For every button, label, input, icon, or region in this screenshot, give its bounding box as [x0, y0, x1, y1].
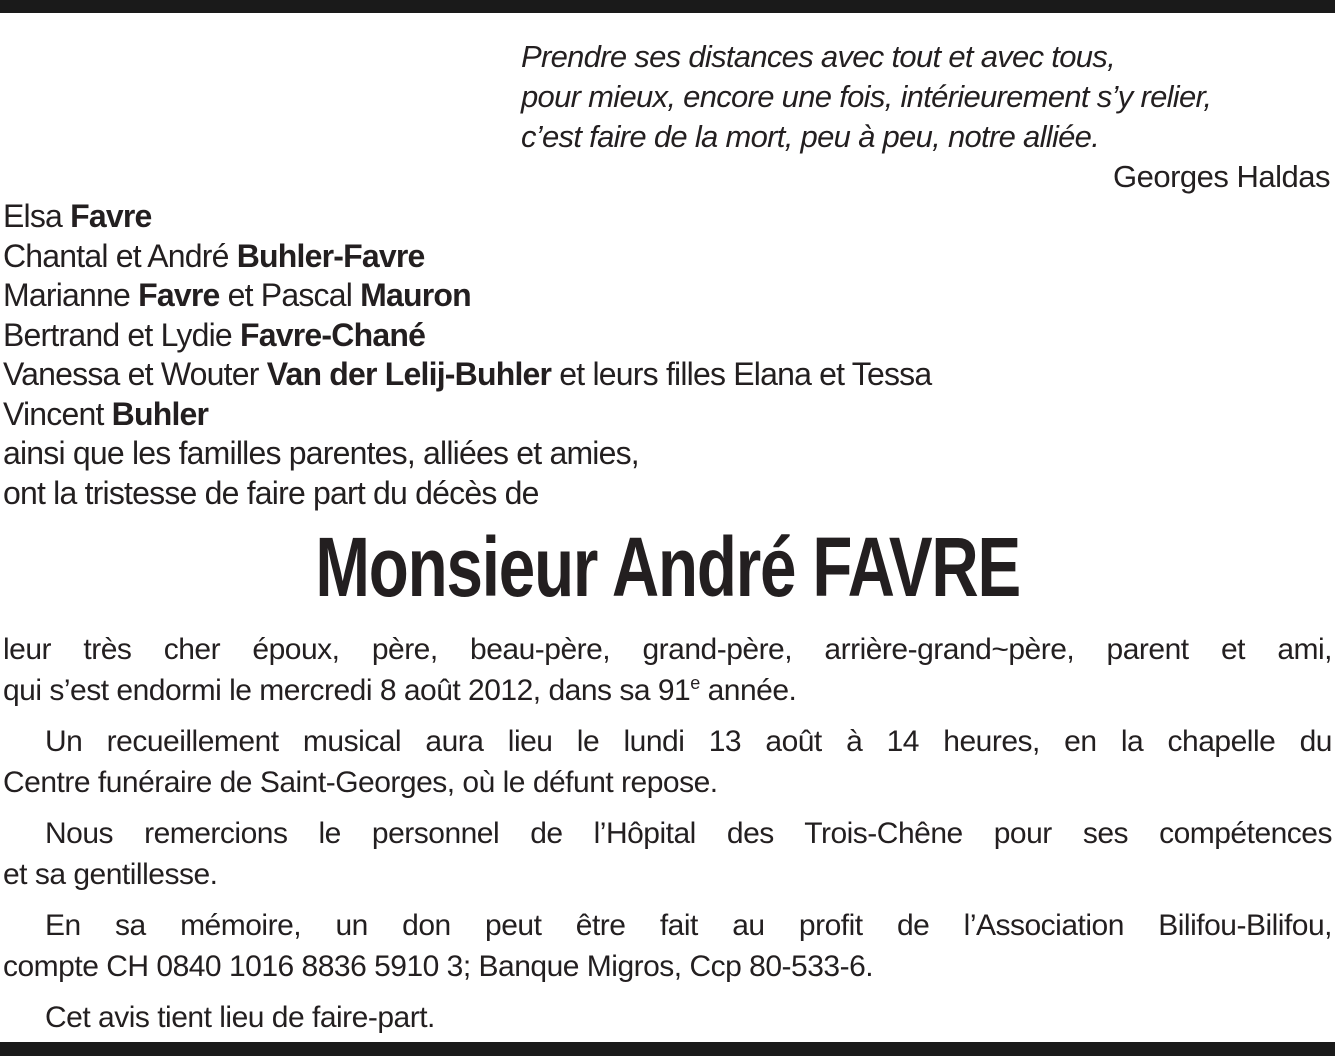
paragraph [3, 629, 1332, 711]
body-line: Cet avis tient lieu de faire-part. [45, 1001, 435, 1034]
family-line: ainsi que les familles parentes, alliées et amies, [3, 435, 639, 471]
body-line: Un recueillement musical aura lieu le lundi 13 août à 14 heures, en la chapelle du [45, 725, 1332, 758]
paragraph [3, 997, 1332, 1038]
paragraph [3, 905, 1332, 987]
family-line: Chantal et André Buhler-Favre [3, 237, 425, 274]
quote-block [3, 37, 1332, 197]
body-line: Centre funéraire de Saint-Georges, où le défunt repose. [3, 766, 718, 799]
quote-line: pour mieux, encore une fois, intérieurement s’y relier, [521, 79, 1212, 114]
family-line: Vincent Buhler [3, 395, 209, 432]
body-line: Nous remercions le personnel de l’Hôpital des Trois-Chêne pour ses compétences [45, 817, 1332, 850]
body-line: et sa gentillesse. [3, 858, 218, 891]
quote-line: c’est faire de la mort, peu à peu, notre alliée. [521, 119, 1100, 154]
quote-line: Prendre ses distances avec tout et avec tous, [521, 39, 1116, 74]
family-line: Bertrand et Lydie Favre-Chané [3, 316, 426, 353]
bottom-rule [0, 1042, 1335, 1056]
body-line: leur très cher époux, père, beau-père, grand-père, arrière-grand~père, parent et ami, [3, 633, 1332, 666]
paragraph [3, 721, 1332, 803]
body-line: qui s’est endormi le mercredi 8 août 2012, dans sa 91e année. [3, 673, 797, 707]
quote-lines [521, 37, 1332, 157]
top-rule [0, 0, 1335, 13]
family-line: Elsa Favre [3, 198, 152, 234]
paragraph [3, 813, 1332, 895]
title-row [3, 517, 1332, 617]
family-list [3, 197, 1332, 513]
family-line: ont la tristesse de faire part du décès de [3, 474, 539, 511]
quote-attribution: Georges Haldas [1112, 159, 1330, 194]
body-line: compte CH 0840 1016 8836 5910 3; Banque Migros, Ccp 80-533-6. [3, 950, 874, 983]
family-line: Vanessa et Wouter Van der Lelij-Buhler et leurs filles Elana et Tessa [3, 356, 932, 392]
body-line: En sa mémoire, un don peut être fait au profit de l’Association Bilifou-Bilifou, [45, 909, 1332, 942]
deceased-name-title: Monsieur André FAVRE [315, 520, 1020, 614]
notice-body [3, 629, 1332, 1038]
family-line: Marianne Favre et Pascal Mauron [3, 277, 471, 313]
